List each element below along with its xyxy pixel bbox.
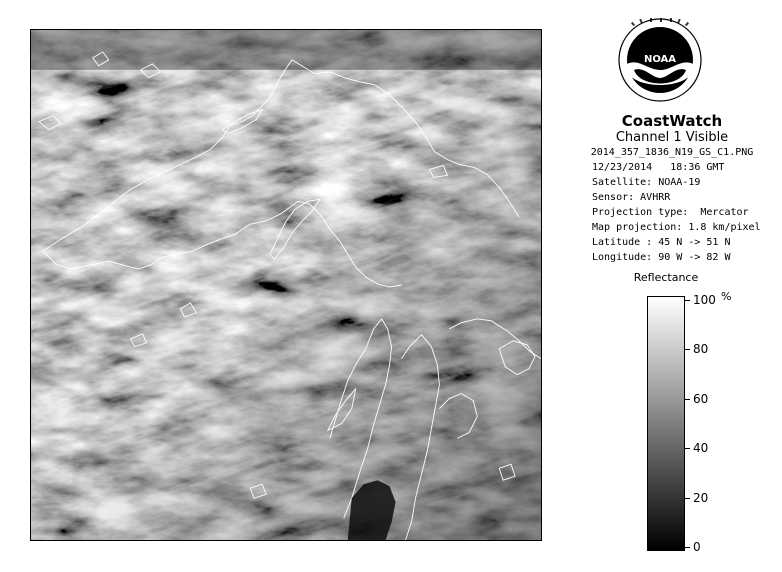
top-dark-band bbox=[31, 30, 541, 70]
colorbar-tick-label: 40 bbox=[693, 441, 709, 456]
datetime-text: 12/23/2014 18:36 GMT bbox=[592, 162, 725, 173]
legend-title: Reflectance bbox=[633, 271, 699, 284]
latitude-text: Latitude : 45 N -> 51 N bbox=[592, 237, 731, 248]
longitude-text: Longitude: 90 W -> 82 W bbox=[592, 252, 731, 263]
colorbar-tick bbox=[685, 547, 690, 548]
colorbar-ticks bbox=[685, 293, 745, 554]
sensor-text: Sensor: AVHRR bbox=[592, 192, 671, 203]
satellite-text: Satellite: NOAA-19 bbox=[592, 177, 701, 188]
satellite-image-panel bbox=[30, 29, 542, 541]
image-info-block bbox=[572, 113, 772, 265]
noaa-logo-text: NOAA bbox=[643, 54, 677, 65]
projection-type-text: Projection type: Mercator bbox=[592, 207, 749, 218]
satellite-image bbox=[31, 30, 541, 540]
colorbar-tick-label: 100 bbox=[693, 293, 716, 307]
dark-region-overlay bbox=[31, 30, 541, 540]
colorbar-tick-label: 80 bbox=[693, 342, 709, 357]
reflectance-colorbar bbox=[647, 296, 685, 551]
colorbar-tick bbox=[685, 448, 690, 449]
colorbar-tick bbox=[685, 399, 690, 400]
filename-text: 2014_357_1836_N19_GS_C1.PNG bbox=[590, 147, 754, 158]
colorbar-tick-label: 20 bbox=[693, 490, 709, 505]
colorbar-tick-label: 60 bbox=[693, 391, 709, 406]
channel-subtitle: Channel 1 Visible bbox=[615, 130, 729, 145]
colorbar-tick bbox=[685, 300, 690, 301]
noaa-logo-icon bbox=[618, 18, 702, 102]
colorbar-tick-label: 0 bbox=[693, 540, 701, 554]
legend-unit: % bbox=[721, 290, 732, 303]
colorbar-tick bbox=[685, 349, 690, 350]
product-title: CoastWatch bbox=[621, 112, 723, 130]
map-projection-text: Map projection: 1.8 km/pixel bbox=[592, 222, 761, 233]
colorbar-tick bbox=[685, 498, 690, 499]
